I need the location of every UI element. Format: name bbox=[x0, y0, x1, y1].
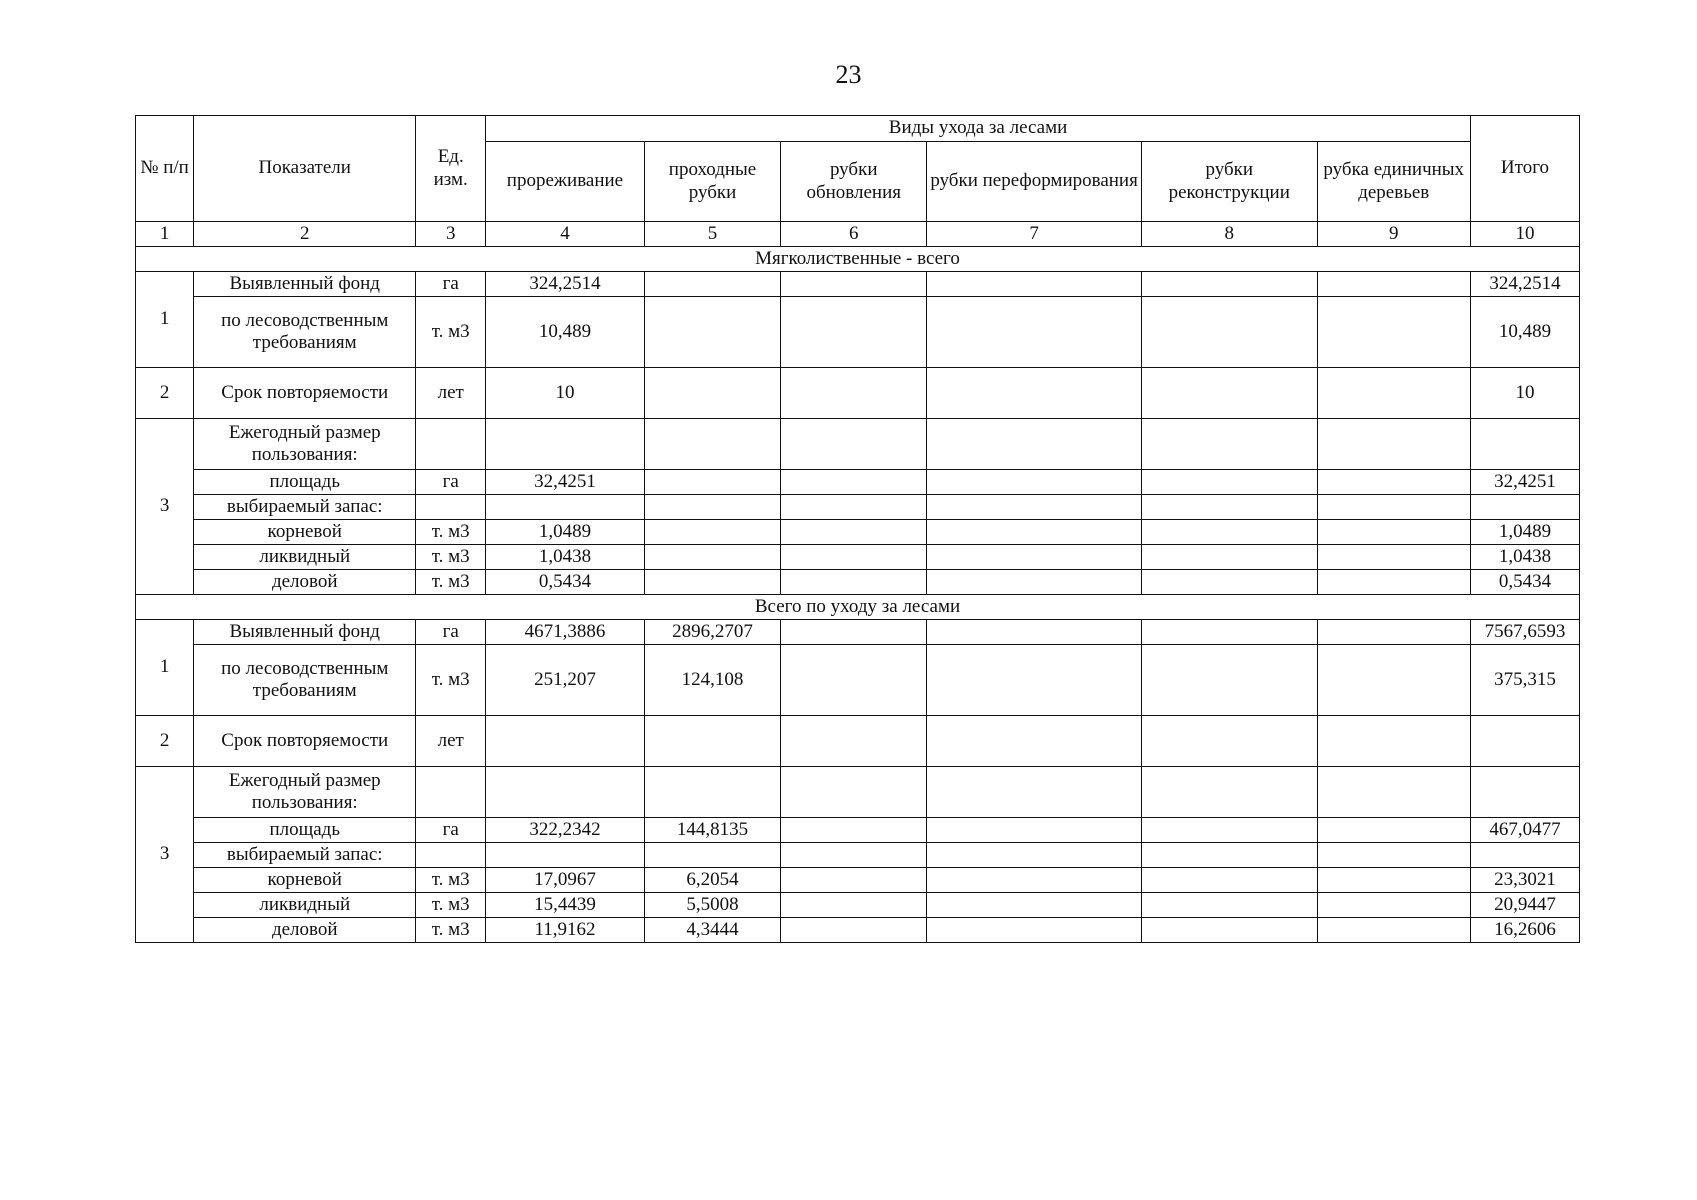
table-row bbox=[136, 767, 1580, 818]
empty-cell bbox=[1470, 843, 1579, 868]
value-cell bbox=[927, 818, 1142, 843]
value-cell: 1,0438 bbox=[486, 545, 645, 570]
table-row bbox=[136, 545, 1580, 570]
value-cell bbox=[644, 570, 780, 595]
header-col-indicators: Показатели bbox=[194, 116, 416, 222]
value-cell bbox=[1141, 570, 1317, 595]
value-cell bbox=[781, 893, 927, 918]
value-cell bbox=[781, 470, 927, 495]
value-cell: 322,2342 bbox=[486, 818, 645, 843]
value-cell bbox=[927, 470, 1142, 495]
value-cell bbox=[781, 520, 927, 545]
value-cell bbox=[781, 716, 927, 767]
value-cell bbox=[1317, 470, 1470, 495]
value-cell bbox=[781, 272, 927, 297]
value-cell bbox=[1317, 818, 1470, 843]
empty-cell bbox=[644, 419, 780, 470]
value-cell bbox=[1317, 570, 1470, 595]
total-cell: 324,2514 bbox=[1470, 272, 1579, 297]
empty-cell bbox=[1317, 495, 1470, 520]
empty-cell bbox=[781, 419, 927, 470]
value-cell: 124,108 bbox=[644, 645, 780, 716]
value-cell bbox=[927, 893, 1142, 918]
empty-cell bbox=[1470, 767, 1579, 818]
indicator-label: ликвидный bbox=[194, 545, 416, 570]
value-cell bbox=[927, 368, 1142, 419]
unit-cell: лет bbox=[416, 368, 486, 419]
empty-cell bbox=[644, 495, 780, 520]
value-cell bbox=[927, 297, 1142, 368]
indicator-label: корневой bbox=[194, 520, 416, 545]
empty-cell bbox=[1470, 419, 1579, 470]
indicator-label: площадь bbox=[194, 470, 416, 495]
table-row bbox=[136, 470, 1580, 495]
row-number: 2 bbox=[136, 716, 194, 767]
indicator-label: деловой bbox=[194, 570, 416, 595]
empty-cell bbox=[1470, 495, 1579, 520]
empty-cell bbox=[416, 767, 486, 818]
column-numbers-row bbox=[136, 222, 1580, 247]
table-row bbox=[136, 843, 1580, 868]
unit-cell: т. м3 bbox=[416, 918, 486, 943]
value-cell bbox=[781, 297, 927, 368]
empty-cell bbox=[416, 495, 486, 520]
indicator-label: Выявленный фонд bbox=[194, 272, 416, 297]
value-cell bbox=[927, 716, 1142, 767]
table-row bbox=[136, 620, 1580, 645]
value-cell bbox=[644, 297, 780, 368]
empty-cell bbox=[781, 495, 927, 520]
value-cell: 5,5008 bbox=[644, 893, 780, 918]
section-title-row bbox=[136, 247, 1580, 272]
value-cell: 144,8135 bbox=[644, 818, 780, 843]
empty-cell bbox=[416, 843, 486, 868]
row-number: 3 bbox=[136, 767, 194, 943]
value-cell bbox=[1141, 868, 1317, 893]
value-cell bbox=[781, 818, 927, 843]
unit-cell: т. м3 bbox=[416, 297, 486, 368]
empty-cell bbox=[1317, 767, 1470, 818]
column-number: 9 bbox=[1317, 222, 1470, 247]
value-cell: 15,4439 bbox=[486, 893, 645, 918]
empty-cell bbox=[416, 419, 486, 470]
unit-cell: лет bbox=[416, 716, 486, 767]
indicator-label: корневой bbox=[194, 868, 416, 893]
table-row bbox=[136, 419, 1580, 470]
value-cell bbox=[1317, 368, 1470, 419]
value-cell bbox=[781, 868, 927, 893]
indicator-label: Срок повторяемости bbox=[194, 716, 416, 767]
section-title-row bbox=[136, 595, 1580, 620]
unit-cell: га bbox=[416, 272, 486, 297]
value-cell: 10,489 bbox=[486, 297, 645, 368]
value-cell bbox=[781, 645, 927, 716]
value-cell bbox=[1141, 818, 1317, 843]
indicator-label: Выявленный фонд bbox=[194, 620, 416, 645]
empty-cell bbox=[927, 843, 1142, 868]
column-number: 8 bbox=[1141, 222, 1317, 247]
value-cell: 1,0489 bbox=[486, 520, 645, 545]
row-number: 3 bbox=[136, 419, 194, 595]
forest-care-table bbox=[135, 115, 1580, 943]
value-cell bbox=[1141, 272, 1317, 297]
indicator-label: Срок повторяемости bbox=[194, 368, 416, 419]
empty-cell bbox=[486, 419, 645, 470]
indicator-label: деловой bbox=[194, 918, 416, 943]
value-cell: 324,2514 bbox=[486, 272, 645, 297]
total-cell: 23,3021 bbox=[1470, 868, 1579, 893]
column-number: 10 bbox=[1470, 222, 1579, 247]
page-number: 23 bbox=[835, 60, 862, 89]
empty-cell bbox=[1317, 843, 1470, 868]
header-type: проходные рубки bbox=[644, 142, 780, 222]
header-col-total: Итого bbox=[1470, 116, 1579, 222]
value-cell bbox=[1317, 545, 1470, 570]
value-cell: 11,9162 bbox=[486, 918, 645, 943]
value-cell bbox=[1317, 868, 1470, 893]
unit-cell: т. м3 bbox=[416, 520, 486, 545]
row-number: 1 bbox=[136, 272, 194, 368]
row-number: 1 bbox=[136, 620, 194, 716]
indicator-label: площадь bbox=[194, 818, 416, 843]
value-cell bbox=[927, 868, 1142, 893]
table-row bbox=[136, 716, 1580, 767]
row-number: 2 bbox=[136, 368, 194, 419]
value-cell bbox=[927, 272, 1142, 297]
value-cell bbox=[927, 570, 1142, 595]
table-row bbox=[136, 297, 1580, 368]
total-cell: 20,9447 bbox=[1470, 893, 1579, 918]
value-cell bbox=[1317, 645, 1470, 716]
value-cell bbox=[781, 620, 927, 645]
header-type: рубка единичных деревьев bbox=[1317, 142, 1470, 222]
empty-cell bbox=[927, 495, 1142, 520]
unit-cell: га bbox=[416, 620, 486, 645]
empty-cell bbox=[486, 767, 645, 818]
table-row bbox=[136, 272, 1580, 297]
value-cell bbox=[1141, 368, 1317, 419]
empty-cell bbox=[1141, 767, 1317, 818]
value-cell bbox=[927, 645, 1142, 716]
value-cell bbox=[1317, 716, 1470, 767]
total-cell: 16,2606 bbox=[1470, 918, 1579, 943]
value-cell: 10 bbox=[486, 368, 645, 419]
total-cell: 1,0438 bbox=[1470, 545, 1579, 570]
value-cell bbox=[781, 570, 927, 595]
total-cell: 0,5434 bbox=[1470, 570, 1579, 595]
value-cell bbox=[1141, 893, 1317, 918]
value-cell: 17,0967 bbox=[486, 868, 645, 893]
value-cell bbox=[1317, 297, 1470, 368]
value-cell bbox=[1141, 716, 1317, 767]
column-number: 5 bbox=[644, 222, 780, 247]
value-cell bbox=[1317, 893, 1470, 918]
empty-cell bbox=[781, 843, 927, 868]
table-row bbox=[136, 893, 1580, 918]
value-cell bbox=[781, 918, 927, 943]
section-title: Мягколиственные - всего bbox=[136, 247, 1580, 272]
value-cell bbox=[644, 470, 780, 495]
value-cell bbox=[486, 716, 645, 767]
value-cell bbox=[644, 545, 780, 570]
table-row bbox=[136, 645, 1580, 716]
unit-cell: т. м3 bbox=[416, 545, 486, 570]
value-cell bbox=[1141, 620, 1317, 645]
empty-cell bbox=[781, 767, 927, 818]
value-cell bbox=[927, 545, 1142, 570]
column-number: 4 bbox=[486, 222, 645, 247]
header-col-unit: Ед. изм. bbox=[416, 116, 486, 222]
value-cell bbox=[1141, 470, 1317, 495]
value-cell bbox=[781, 545, 927, 570]
header-type: рубки переформирования bbox=[927, 142, 1142, 222]
empty-cell bbox=[486, 495, 645, 520]
table-row bbox=[136, 818, 1580, 843]
column-number: 7 bbox=[927, 222, 1142, 247]
value-cell bbox=[1317, 520, 1470, 545]
empty-cell bbox=[927, 419, 1142, 470]
value-cell bbox=[644, 272, 780, 297]
section-title: Всего по уходу за лесами bbox=[136, 595, 1580, 620]
column-number: 3 bbox=[416, 222, 486, 247]
total-cell: 1,0489 bbox=[1470, 520, 1579, 545]
value-cell bbox=[644, 716, 780, 767]
table-row bbox=[136, 570, 1580, 595]
value-cell: 6,2054 bbox=[644, 868, 780, 893]
total-cell bbox=[1470, 716, 1579, 767]
indicator-label: Ежегодный размер пользования: bbox=[194, 419, 416, 470]
value-cell: 4,3444 bbox=[644, 918, 780, 943]
value-cell: 32,4251 bbox=[486, 470, 645, 495]
unit-cell: т. м3 bbox=[416, 645, 486, 716]
unit-cell: га bbox=[416, 470, 486, 495]
value-cell bbox=[927, 520, 1142, 545]
column-number: 6 bbox=[781, 222, 927, 247]
table-row bbox=[136, 495, 1580, 520]
total-cell: 32,4251 bbox=[1470, 470, 1579, 495]
empty-cell bbox=[1317, 419, 1470, 470]
value-cell bbox=[644, 520, 780, 545]
unit-cell: т. м3 bbox=[416, 570, 486, 595]
value-cell bbox=[927, 918, 1142, 943]
header-group-title: Виды ухода за лесами bbox=[486, 116, 1471, 142]
table-row bbox=[136, 520, 1580, 545]
value-cell bbox=[927, 620, 1142, 645]
value-cell: 4671,3886 bbox=[486, 620, 645, 645]
table-row bbox=[136, 368, 1580, 419]
indicator-label: выбираемый запас: bbox=[194, 495, 416, 520]
value-cell bbox=[781, 368, 927, 419]
value-cell bbox=[1141, 645, 1317, 716]
column-number: 1 bbox=[136, 222, 194, 247]
indicator-label: по лесоводственным требованиям bbox=[194, 645, 416, 716]
header-col-num: № п/п bbox=[136, 116, 194, 222]
header-type: рубки реконструкции bbox=[1141, 142, 1317, 222]
value-cell bbox=[1141, 520, 1317, 545]
value-cell bbox=[1141, 545, 1317, 570]
unit-cell: т. м3 bbox=[416, 868, 486, 893]
total-cell: 10 bbox=[1470, 368, 1579, 419]
value-cell: 2896,2707 bbox=[644, 620, 780, 645]
header-type: прореживание bbox=[486, 142, 645, 222]
empty-cell bbox=[644, 843, 780, 868]
value-cell bbox=[1317, 272, 1470, 297]
indicator-label: Ежегодный размер пользования: bbox=[194, 767, 416, 818]
unit-cell: т. м3 bbox=[416, 893, 486, 918]
empty-cell bbox=[927, 767, 1142, 818]
total-cell: 7567,6593 bbox=[1470, 620, 1579, 645]
empty-cell bbox=[1141, 495, 1317, 520]
value-cell bbox=[1141, 297, 1317, 368]
total-cell: 10,489 bbox=[1470, 297, 1579, 368]
value-cell bbox=[1317, 620, 1470, 645]
indicator-label: ликвидный bbox=[194, 893, 416, 918]
empty-cell bbox=[644, 767, 780, 818]
indicator-label: по лесоводственным требованиям bbox=[194, 297, 416, 368]
unit-cell: га bbox=[416, 818, 486, 843]
empty-cell bbox=[486, 843, 645, 868]
value-cell: 251,207 bbox=[486, 645, 645, 716]
column-number: 2 bbox=[194, 222, 416, 247]
empty-cell bbox=[1141, 419, 1317, 470]
value-cell bbox=[1141, 918, 1317, 943]
value-cell bbox=[1317, 918, 1470, 943]
indicator-label: выбираемый запас: bbox=[194, 843, 416, 868]
empty-cell bbox=[1141, 843, 1317, 868]
total-cell: 375,315 bbox=[1470, 645, 1579, 716]
total-cell: 467,0477 bbox=[1470, 818, 1579, 843]
value-cell bbox=[644, 368, 780, 419]
header-type: рубки обновления bbox=[781, 142, 927, 222]
value-cell: 0,5434 bbox=[486, 570, 645, 595]
table-row bbox=[136, 868, 1580, 893]
table-row bbox=[136, 918, 1580, 943]
